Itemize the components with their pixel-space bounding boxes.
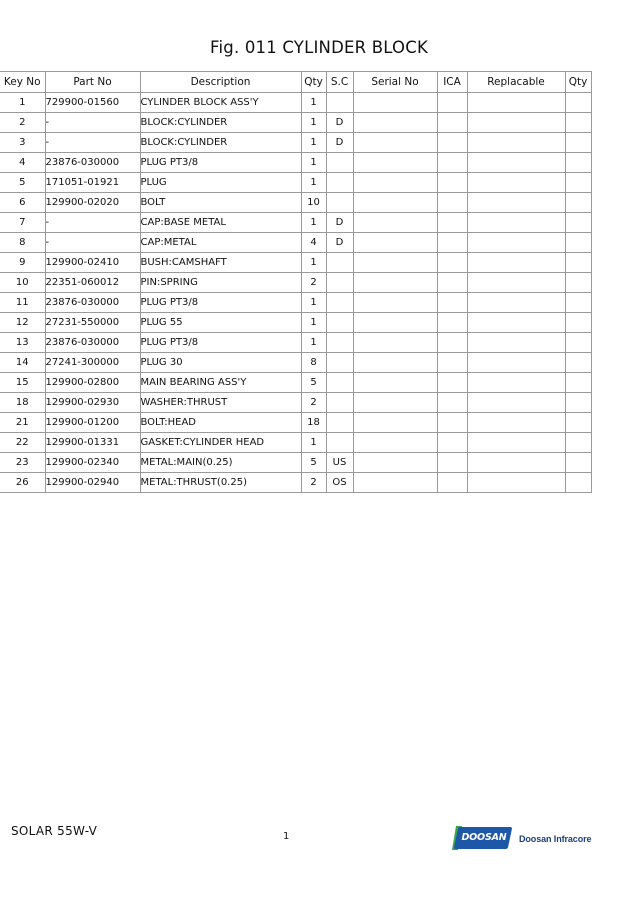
part-no-cell: 23876-030000 (45, 333, 140, 353)
qty-2-cell (565, 413, 591, 433)
key-no-cell: 6 (0, 193, 45, 213)
qty-2-cell (565, 133, 591, 153)
ica-cell (437, 113, 467, 133)
replacable-cell (467, 213, 565, 233)
part-no-cell: 129900-02020 (45, 193, 140, 213)
description-cell: BOLT:HEAD (140, 413, 301, 433)
qty-cell: 8 (301, 353, 326, 373)
serial-no-cell (353, 253, 437, 273)
serial-no-cell (353, 413, 437, 433)
page-number: 1 (283, 831, 290, 842)
qty-cell: 2 (301, 473, 326, 493)
ica-cell (437, 233, 467, 253)
qty-cell: 1 (301, 93, 326, 113)
qty-cell: 1 (301, 173, 326, 193)
ica-cell (437, 193, 467, 213)
replacable-cell (467, 193, 565, 213)
description-cell: PLUG PT3/8 (140, 293, 301, 313)
sc-cell (326, 393, 353, 413)
replacable-cell (467, 433, 565, 453)
serial-no-cell (353, 273, 437, 293)
table-row (0, 413, 591, 433)
replacable-cell (467, 473, 565, 493)
col-sc: S.C (326, 72, 353, 93)
key-no-cell: 4 (0, 153, 45, 173)
qty-cell: 10 (301, 193, 326, 213)
description-cell: PLUG 55 (140, 313, 301, 333)
table-row (0, 193, 591, 213)
ica-cell (437, 313, 467, 333)
table-row (0, 353, 591, 373)
part-no-cell: 129900-02930 (45, 393, 140, 413)
replacable-cell (467, 393, 565, 413)
table-header-row (0, 72, 591, 93)
ica-cell (437, 393, 467, 413)
part-no-cell: 129900-02940 (45, 473, 140, 493)
ica-cell (437, 133, 467, 153)
qty-2-cell (565, 193, 591, 213)
key-no-cell: 9 (0, 253, 45, 273)
part-no-cell: 129900-02340 (45, 453, 140, 473)
qty-2-cell (565, 373, 591, 393)
qty-cell: 1 (301, 333, 326, 353)
ica-cell (437, 373, 467, 393)
replacable-cell (467, 453, 565, 473)
serial-no-cell (353, 293, 437, 313)
description-cell: BUSH:CAMSHAFT (140, 253, 301, 273)
replacable-cell (467, 293, 565, 313)
ica-cell (437, 213, 467, 233)
key-no-cell: 11 (0, 293, 45, 313)
page-title: Fig. 011 CYLINDER BLOCK (210, 38, 428, 57)
replacable-cell (467, 273, 565, 293)
parts-table-body (0, 93, 591, 493)
ica-cell (437, 413, 467, 433)
serial-no-cell (353, 373, 437, 393)
qty-2-cell (565, 313, 591, 333)
serial-no-cell (353, 93, 437, 113)
ica-cell (437, 173, 467, 193)
table-row (0, 373, 591, 393)
model-name: SOLAR 55W-V (11, 824, 98, 838)
table-row (0, 133, 591, 153)
key-no-cell: 26 (0, 473, 45, 493)
table-row (0, 313, 591, 333)
col-qty: Qty (301, 72, 326, 93)
key-no-cell: 1 (0, 93, 45, 113)
col-part-no: Part No (45, 72, 140, 93)
description-cell: CAP:BASE METAL (140, 213, 301, 233)
ica-cell (437, 453, 467, 473)
table-row (0, 253, 591, 273)
sc-cell (326, 373, 353, 393)
replacable-cell (467, 153, 565, 173)
sc-cell (326, 333, 353, 353)
qty-2-cell (565, 473, 591, 493)
replacable-cell (467, 93, 565, 113)
table-row (0, 113, 591, 133)
sc-cell (326, 173, 353, 193)
description-cell: PLUG (140, 173, 301, 193)
serial-no-cell (353, 173, 437, 193)
replacable-cell (467, 173, 565, 193)
part-no-cell: 22351-060012 (45, 273, 140, 293)
description-cell: CYLINDER BLOCK ASS'Y (140, 93, 301, 113)
table-row (0, 473, 591, 493)
key-no-cell: 15 (0, 373, 45, 393)
description-cell: MAIN BEARING ASS'Y (140, 373, 301, 393)
sc-cell (326, 293, 353, 313)
key-no-cell: 22 (0, 433, 45, 453)
ica-cell (437, 153, 467, 173)
sc-cell (326, 433, 353, 453)
table-row (0, 333, 591, 353)
qty-cell: 5 (301, 453, 326, 473)
col-description: Description (140, 72, 301, 93)
qty-2-cell (565, 93, 591, 113)
key-no-cell: 3 (0, 133, 45, 153)
part-no-cell: - (45, 213, 140, 233)
ica-cell (437, 333, 467, 353)
col-serial-no: Serial No (353, 72, 437, 93)
part-no-cell: 27231-550000 (45, 313, 140, 333)
sc-cell (326, 273, 353, 293)
table-row (0, 213, 591, 233)
part-no-cell: 129900-01331 (45, 433, 140, 453)
qty-2-cell (565, 433, 591, 453)
qty-2-cell (565, 253, 591, 273)
ica-cell (437, 93, 467, 113)
qty-2-cell (565, 273, 591, 293)
description-cell: BLOCK:CYLINDER (140, 133, 301, 153)
serial-no-cell (353, 353, 437, 373)
serial-no-cell (353, 433, 437, 453)
qty-cell: 1 (301, 433, 326, 453)
serial-no-cell (353, 113, 437, 133)
serial-no-cell (353, 233, 437, 253)
description-cell: PLUG 30 (140, 353, 301, 373)
table-row (0, 273, 591, 293)
qty-cell: 1 (301, 113, 326, 133)
description-cell: PLUG PT3/8 (140, 333, 301, 353)
qty-2-cell (565, 453, 591, 473)
sc-cell (326, 353, 353, 373)
key-no-cell: 13 (0, 333, 45, 353)
part-no-cell: 23876-030000 (45, 293, 140, 313)
sc-cell (326, 253, 353, 273)
ica-cell (437, 433, 467, 453)
key-no-cell: 12 (0, 313, 45, 333)
table-row (0, 453, 591, 473)
qty-cell: 1 (301, 313, 326, 333)
table-row (0, 433, 591, 453)
sc-cell (326, 153, 353, 173)
ica-cell (437, 473, 467, 493)
qty-cell: 2 (301, 273, 326, 293)
qty-cell: 1 (301, 153, 326, 173)
part-no-cell: 129900-02410 (45, 253, 140, 273)
description-cell: BOLT (140, 193, 301, 213)
serial-no-cell (353, 313, 437, 333)
qty-cell: 1 (301, 133, 326, 153)
qty-2-cell (565, 233, 591, 253)
key-no-cell: 2 (0, 113, 45, 133)
sc-cell: US (326, 453, 353, 473)
part-no-cell: 129900-01200 (45, 413, 140, 433)
key-no-cell: 23 (0, 453, 45, 473)
qty-2-cell (565, 213, 591, 233)
sc-cell (326, 93, 353, 113)
key-no-cell: 7 (0, 213, 45, 233)
qty-2-cell (565, 353, 591, 373)
replacable-cell (467, 413, 565, 433)
replacable-cell (467, 253, 565, 273)
table-row (0, 393, 591, 413)
replacable-cell (467, 373, 565, 393)
replacable-cell (467, 333, 565, 353)
replacable-cell (467, 313, 565, 333)
key-no-cell: 10 (0, 273, 45, 293)
serial-no-cell (353, 193, 437, 213)
part-no-cell: 171051-01921 (45, 173, 140, 193)
replacable-cell (467, 133, 565, 153)
description-cell: BLOCK:CYLINDER (140, 113, 301, 133)
key-no-cell: 8 (0, 233, 45, 253)
logo-text: DOOSAN (461, 832, 507, 843)
qty-cell: 1 (301, 213, 326, 233)
serial-no-cell (353, 473, 437, 493)
replacable-cell (467, 353, 565, 373)
key-no-cell: 21 (0, 413, 45, 433)
sc-cell (326, 413, 353, 433)
qty-2-cell (565, 173, 591, 193)
qty-2-cell (565, 293, 591, 313)
ica-cell (437, 353, 467, 373)
sc-cell: D (326, 113, 353, 133)
table-row (0, 93, 591, 113)
col-replacable: Replacable (467, 72, 565, 93)
qty-2-cell (565, 333, 591, 353)
key-no-cell: 5 (0, 173, 45, 193)
qty-cell: 5 (301, 373, 326, 393)
ica-cell (437, 293, 467, 313)
sc-cell (326, 313, 353, 333)
qty-cell: 1 (301, 253, 326, 273)
parts-table (0, 71, 592, 493)
ica-cell (437, 253, 467, 273)
description-cell: METAL:MAIN(0.25) (140, 453, 301, 473)
qty-cell: 4 (301, 233, 326, 253)
description-cell: GASKET:CYLINDER HEAD (140, 433, 301, 453)
table-row (0, 233, 591, 253)
replacable-cell (467, 113, 565, 133)
part-no-cell: - (45, 233, 140, 253)
sc-cell: OS (326, 473, 353, 493)
doosan-logo (452, 823, 592, 853)
serial-no-cell (353, 393, 437, 413)
serial-no-cell (353, 453, 437, 473)
serial-no-cell (353, 153, 437, 173)
part-no-cell: - (45, 113, 140, 133)
qty-cell: 1 (301, 293, 326, 313)
part-no-cell: 129900-02800 (45, 373, 140, 393)
qty-2-cell (565, 113, 591, 133)
table-row (0, 293, 591, 313)
logo-subtext: Doosan Infracore (519, 834, 592, 844)
serial-no-cell (353, 213, 437, 233)
col-qty-2: Qty (565, 72, 591, 93)
description-cell: CAP:METAL (140, 233, 301, 253)
description-cell: WASHER:THRUST (140, 393, 301, 413)
sc-cell: D (326, 213, 353, 233)
part-no-cell: 23876-030000 (45, 153, 140, 173)
doosan-logo-mark (452, 824, 512, 852)
col-key-no: Key No (0, 72, 45, 93)
qty-cell: 2 (301, 393, 326, 413)
serial-no-cell (353, 333, 437, 353)
sc-cell: D (326, 233, 353, 253)
part-no-cell: 27241-300000 (45, 353, 140, 373)
serial-no-cell (353, 133, 437, 153)
ica-cell (437, 273, 467, 293)
description-cell: PLUG PT3/8 (140, 153, 301, 173)
key-no-cell: 18 (0, 393, 45, 413)
qty-2-cell (565, 393, 591, 413)
replacable-cell (467, 233, 565, 253)
description-cell: PIN:SPRING (140, 273, 301, 293)
qty-cell: 18 (301, 413, 326, 433)
sc-cell (326, 193, 353, 213)
sc-cell: D (326, 133, 353, 153)
part-no-cell: - (45, 133, 140, 153)
qty-2-cell (565, 153, 591, 173)
description-cell: METAL:THRUST(0.25) (140, 473, 301, 493)
table-row (0, 173, 591, 193)
table-row (0, 153, 591, 173)
part-no-cell: 729900-01560 (45, 93, 140, 113)
col-ica: ICA (437, 72, 467, 93)
key-no-cell: 14 (0, 353, 45, 373)
